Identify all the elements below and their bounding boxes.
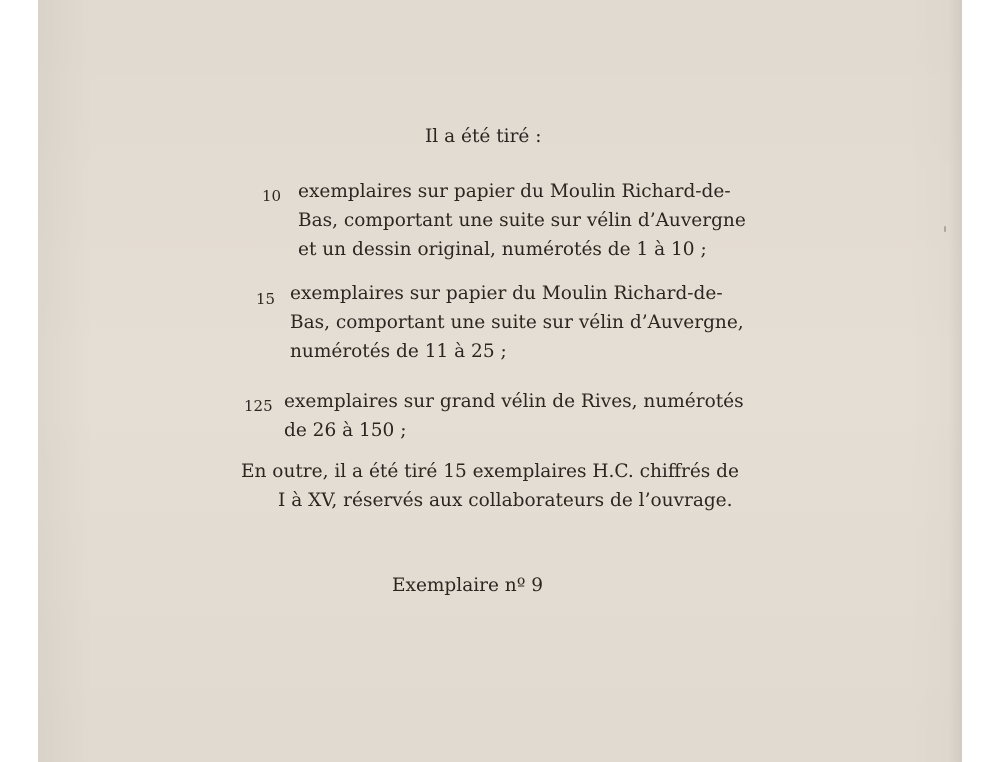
entry-2-line-1: exemplaires sur papier du Moulin Richard-de- — [290, 283, 723, 304]
note-line-2: I à XV, réservés aux collaborateurs de l’ouvrage. — [278, 490, 733, 511]
colophon-intro: Il a été tiré : — [425, 126, 542, 147]
entry-1-number: 10 — [262, 187, 282, 205]
page-edge-shadow — [948, 0, 962, 762]
entry-1-line-3: et un dessin original, numérotés de 1 à 10 ; — [298, 239, 707, 260]
paper-page — [38, 0, 962, 762]
note-line-1: En outre, il a été tiré 15 exemplaires H.C. chiffrés de — [241, 461, 739, 482]
entry-3-line-2: de 26 à 150 ; — [284, 420, 407, 441]
entry-3-number: 125 — [244, 397, 273, 415]
entry-3-line-1: exemplaires sur grand vélin de Rives, numérotés — [284, 391, 744, 412]
entry-2-line-2: Bas, comportant une suite sur vélin d’Auvergne, — [290, 312, 744, 333]
copy-number: Exemplaire nº 9 — [392, 575, 544, 596]
paper-speck — [944, 226, 946, 232]
entry-2-number: 15 — [256, 290, 276, 308]
entry-2-line-3: numérotés de 11 à 25 ; — [290, 341, 507, 362]
entry-1-line-2: Bas, comportant une suite sur vélin d’Auvergne — [298, 210, 746, 231]
entry-1-line-1: exemplaires sur papier du Moulin Richard-de- — [298, 181, 731, 202]
